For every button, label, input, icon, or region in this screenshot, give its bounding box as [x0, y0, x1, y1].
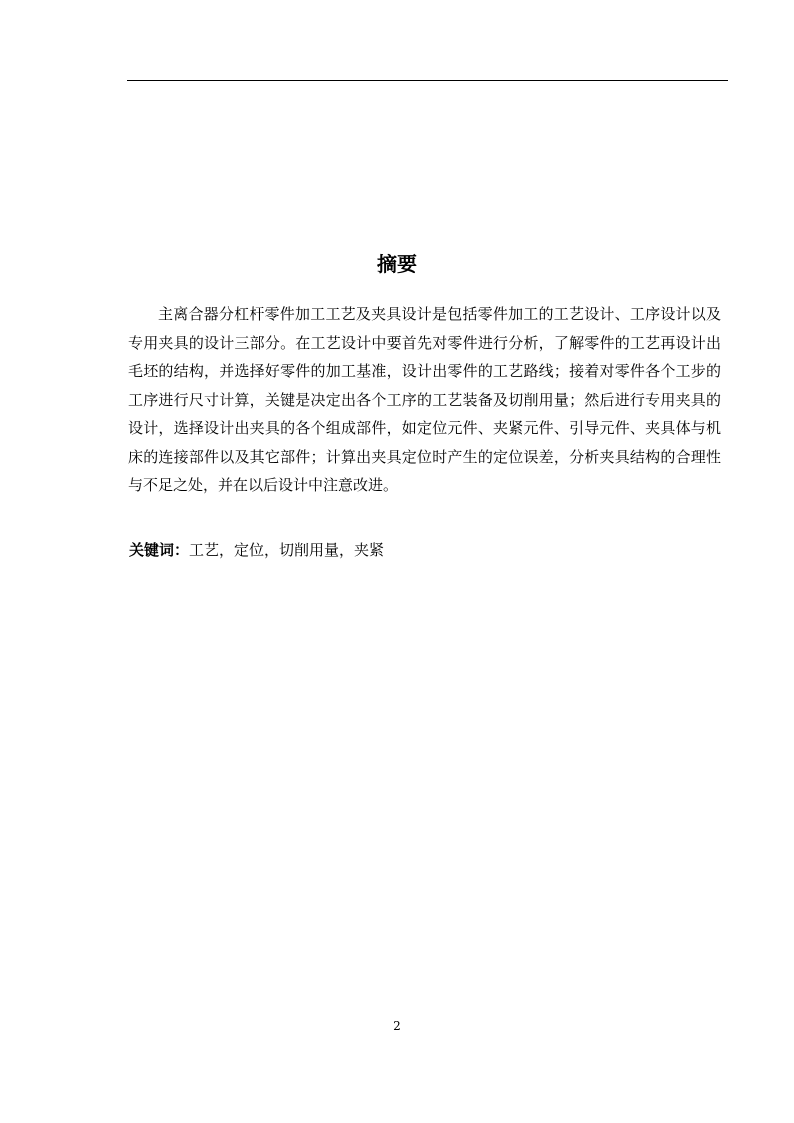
- page-number: 2: [393, 1019, 401, 1033]
- keywords-text: 工艺，定位，切削用量，夹紧: [189, 541, 385, 559]
- keywords-label: 关键词：: [129, 541, 190, 559]
- abstract-paragraph: 主离合器分杠杆零件加工工艺及夹具设计是包括零件加工的工艺设计、工序设计以及专用夹具的设计三部分。在工艺设计中要首先对零件进行分析，了解零件的工艺再设计出毛坯的结构，并选择好零件的加工基准，设计出零件的工艺路线；接着对零件各个工步的工序进行尺寸计算，关键是决定出各个工序的工艺装备及切削用量；然后进行专用夹具的设计，选择设计出夹具的各个组成部件，如定位元件、夹紧元件、引导元件、夹具体与机床的连接部件以及其它部件；计算出夹具定位时产生的定位误差，分析夹具结构的合理性与不足之处，并在以后设计中注意改进。: [128, 305, 721, 494]
- keywords-line: [129, 537, 722, 563]
- header-rule: [127, 80, 728, 81]
- page-title: 摘要: [377, 252, 417, 276]
